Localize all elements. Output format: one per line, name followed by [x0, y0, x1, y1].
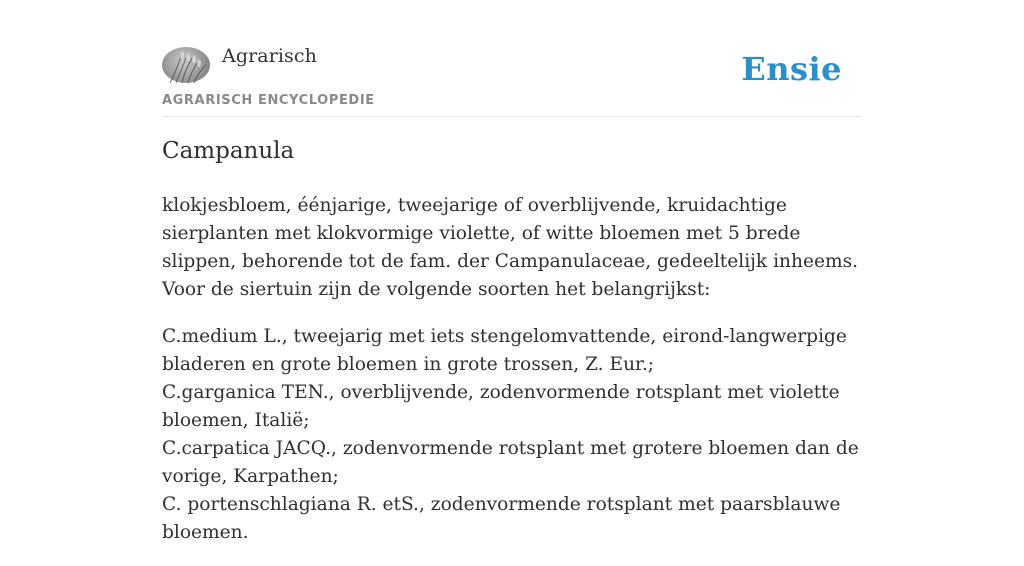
site-subtitle: AGRARISCH ENCYCLOPEDIE: [162, 93, 375, 108]
article-body: [162, 192, 862, 566]
page-title: Campanula: [162, 138, 295, 164]
site-header: [162, 0, 862, 117]
wheat-logo-icon[interactable]: [162, 47, 210, 83]
ensie-brand-link[interactable]: Ensie: [741, 50, 842, 88]
site-name[interactable]: Agrarisch: [222, 45, 317, 67]
species-item: C.medium L., tweejarig met iets stengelomvattende, eirond-langwerpige bladeren en grote bloemen in grote trossen, Z. Eur.;: [162, 326, 847, 375]
species-list: [162, 323, 862, 547]
page: [162, 0, 862, 543]
species-item: C.garganica TEN., overblijvende, zodenvormende rotsplant met violette bloemen, Italië;: [162, 382, 840, 431]
intro-paragraph: klokjesbloem, éénjarige, tweejarige of overblijvende, kruidachtige sierplanten met klokvormige violette, of witte bloemen met 5 brede slippen, behorende tot de fam. der Campanulaceae, gedeeltelijk inheems. Voor de siertuin zijn de volgende soorten het belangrijkst:: [162, 195, 859, 300]
species-item: C. portenschlagiana R. etS., zodenvormende rotsplant met paarsblauwe bloemen.: [162, 494, 841, 543]
species-item: C.carpatica JACQ., zodenvormende rotsplant met grotere bloemen dan de vorige, Karpathen;: [162, 438, 859, 487]
